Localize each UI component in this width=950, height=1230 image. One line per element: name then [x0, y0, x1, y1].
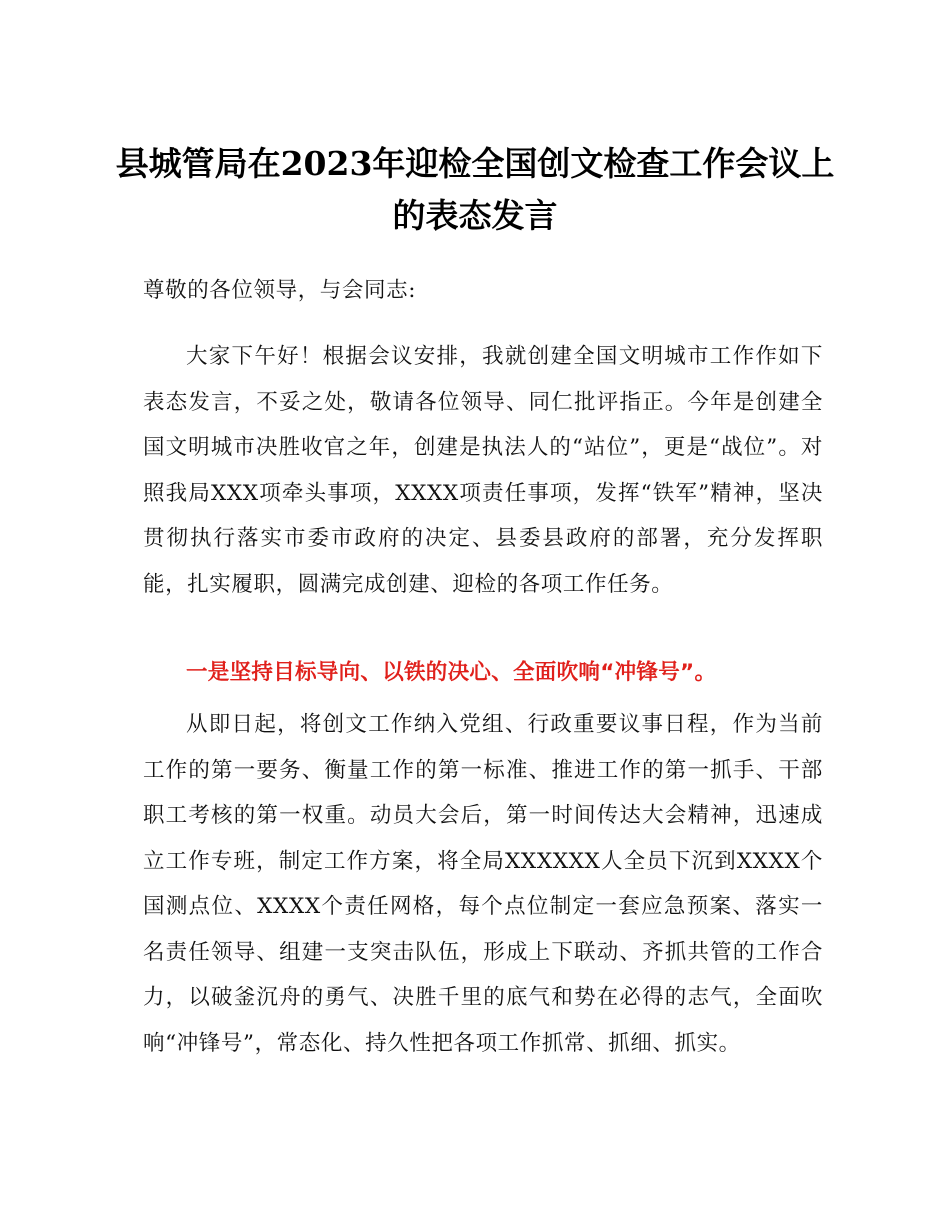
paragraph-section-1: 从即日起，将创文工作纳入党组、行政重要议事日程，作为当前工作的第一要务、衡量工作的第一标准、推进工作的第一抓手、干部职工考核的第一权重。动员大会后，第一时间传达大会精神，迅速成立工作专班，制定工作方案，将全局XXXXXX人全员下沉到XXXX个国测点位、XXXX个责任网格，每个点位制定一套应急预案、落实一名责任领导、组建一支突击队伍，形成上下联动、齐抓共管的工作合力，以破釜沉舟的勇气、决胜千里的底气和势在必得的志气，全面吹响“冲锋号”，常态化、持久性把各项工作抓常、抓细、抓实。	[143, 712, 823, 1056]
salutation: 尊敬的各位领导，与会同志:	[143, 278, 417, 303]
section-heading: 一是坚持目标导向、以铁的决心、全面吹响“冲锋号”。	[186, 660, 717, 685]
document-title: 县城管局在2023年迎检全国创文检查工作会议上的表态发言	[115, 144, 835, 235]
paragraph-opening: 大家下午好！根据会议安排，我就创建全国文明城市工作作如下表态发言，不妥之处，敬请各位领导、同仁批评指正。今年是创建全国文明城市决胜收官之年，创建是执法人的“站位”，更是“战位”。对照我局XXX项牵头事项，XXXX项责任事项，发挥“铁军”精神，坚决贯彻执行落实市委市政府的决定、县委县政府的部署，充分发挥职能，扎实履职，圆满完成创建、迎检的各项工作任务。	[143, 344, 823, 597]
